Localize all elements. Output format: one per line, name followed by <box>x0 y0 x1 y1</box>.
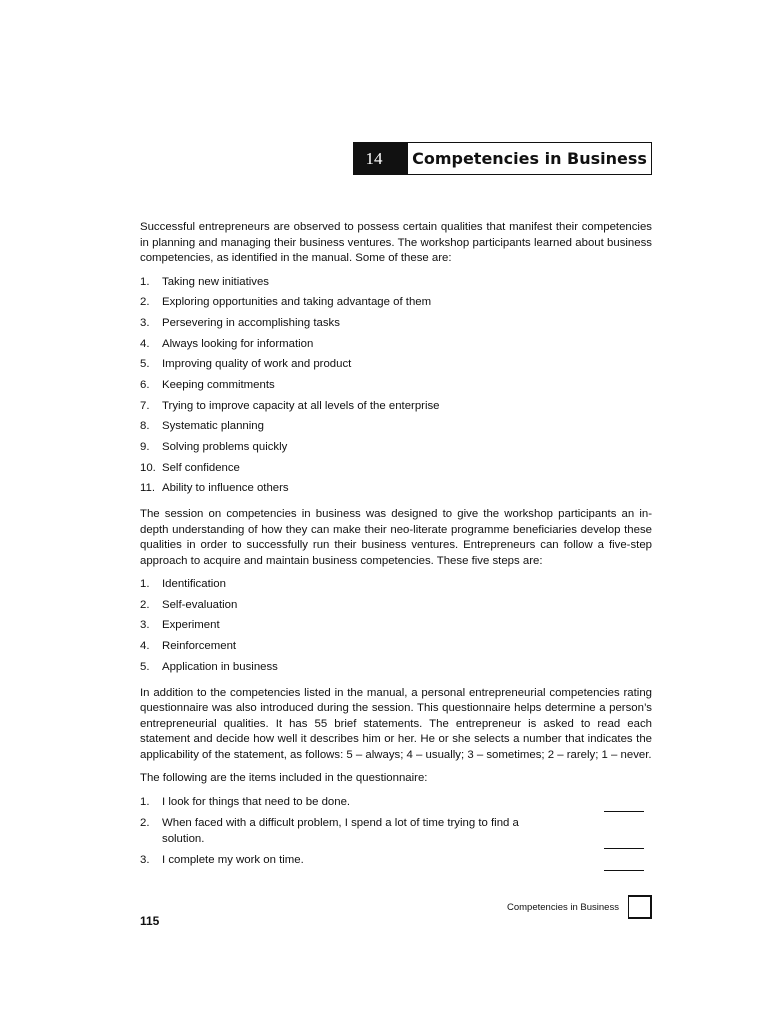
chapter-header <box>353 142 652 175</box>
item-text: Application in business <box>162 660 278 673</box>
list-item <box>140 440 652 461</box>
item-number: 3. <box>140 854 150 866</box>
item-text: Keeping commitments <box>162 378 275 391</box>
answer-blank <box>604 848 644 849</box>
footer-box-icon <box>628 895 652 919</box>
question-item <box>140 816 652 847</box>
item-text: Ability to influence others <box>162 482 289 495</box>
chapter-divider-bar <box>395 142 407 175</box>
chapter-number: 14 <box>353 142 395 175</box>
chapter-title: Competencies in Business <box>407 142 652 175</box>
running-footer-title: Competencies in Business <box>507 902 619 913</box>
item-number: 10. <box>140 461 156 474</box>
list-item <box>140 275 652 296</box>
steps-list <box>140 577 652 680</box>
questionnaire-paragraph: In addition to the competencies listed in the manual, a personal entrepreneurial competencies rating questionnaire was also introduced during the session. This questionnaire helps determine a person’s entrepreneurial qualities. It has 55 brief statements. The entrepreneur is asked to read each statement and decide how well it describes him or her. He or she selects a number that indicates the applicability of the statement, as follows: 5 – always; 4 – usually; 3 – sometimes; 2 – rarely; 1 – never. <box>140 686 652 761</box>
item-text: Self confidence <box>162 461 240 474</box>
list-item <box>140 316 652 337</box>
item-text: Systematic planning <box>162 420 264 433</box>
item-text: Always looking for information <box>162 337 314 350</box>
list-item <box>140 357 652 378</box>
list-item <box>140 399 652 420</box>
item-number: 5. <box>140 358 150 371</box>
item-text: Exploring opportunities and taking advantage of them <box>162 296 432 309</box>
answer-blank <box>604 870 644 871</box>
list-item <box>140 378 652 399</box>
item-number: 5. <box>140 660 150 673</box>
list-item <box>140 618 652 639</box>
item-text: When faced with a difficult problem, I spend a lot of time trying to find a solution. <box>162 817 519 845</box>
item-number: 4. <box>140 640 150 653</box>
questionnaire-list <box>140 795 652 869</box>
list-item <box>140 598 652 619</box>
item-number: 4. <box>140 337 150 350</box>
items-intro: The following are the items included in the questionnaire: <box>140 772 428 784</box>
page-number: 115 <box>140 914 160 928</box>
item-text: I look for things that need to be done. <box>162 795 351 808</box>
item-text: Identification <box>162 578 226 591</box>
item-number: 11. <box>140 482 155 495</box>
item-number: 9. <box>140 441 150 453</box>
body-text <box>140 220 652 875</box>
item-text: Taking new initiatives <box>162 275 269 288</box>
item-number: 2. <box>140 296 150 309</box>
item-number: 6. <box>140 378 150 391</box>
list-item <box>140 481 652 502</box>
list-item <box>140 461 652 482</box>
list-item <box>140 337 652 358</box>
list-item <box>140 639 652 660</box>
item-text: Reinforcement <box>162 640 237 653</box>
item-text: Solving problems quickly <box>162 441 288 453</box>
list-item <box>140 660 652 681</box>
item-number: 8. <box>140 420 150 433</box>
item-text: I complete my work on time. <box>162 854 304 866</box>
item-text: Self-evaluation <box>162 598 238 611</box>
item-text: Experiment <box>162 619 220 632</box>
item-number: 2. <box>140 598 150 611</box>
question-item <box>140 795 652 811</box>
list-item <box>140 419 652 440</box>
list-item <box>140 295 652 316</box>
item-number: 3. <box>140 316 150 329</box>
item-number: 1. <box>140 795 150 808</box>
item-number: 1. <box>140 578 150 591</box>
answer-blank <box>604 811 644 812</box>
question-item <box>140 853 652 869</box>
intro-paragraph: Successful entrepreneurs are observed to possess certain qualities that manifest their competencies in planning and managing their business ventures. The workshop participants learned about business competencies, as identified in the manual. Some of these are: <box>140 221 652 264</box>
item-number: 1. <box>140 275 150 288</box>
item-text: Persevering in accomplishing tasks <box>162 316 340 329</box>
item-number: 2. <box>140 817 150 829</box>
item-text: Improving quality of work and product <box>162 358 352 371</box>
competencies-list <box>140 275 652 503</box>
item-number: 7. <box>140 399 150 412</box>
session-paragraph: The session on competencies in business was designed to give the workshop participants an in-depth understanding of how they can make their neo-literate programme beneficiaries develop these qualities in order to successfully run their business ventures. Entrepreneurs can follow a five-step approach to acquire and maintain business competencies. These five steps are: <box>140 508 652 567</box>
item-number: 3. <box>140 619 150 632</box>
item-text: Trying to improve capacity at all levels of the enterprise <box>162 399 440 412</box>
list-item <box>140 577 652 598</box>
